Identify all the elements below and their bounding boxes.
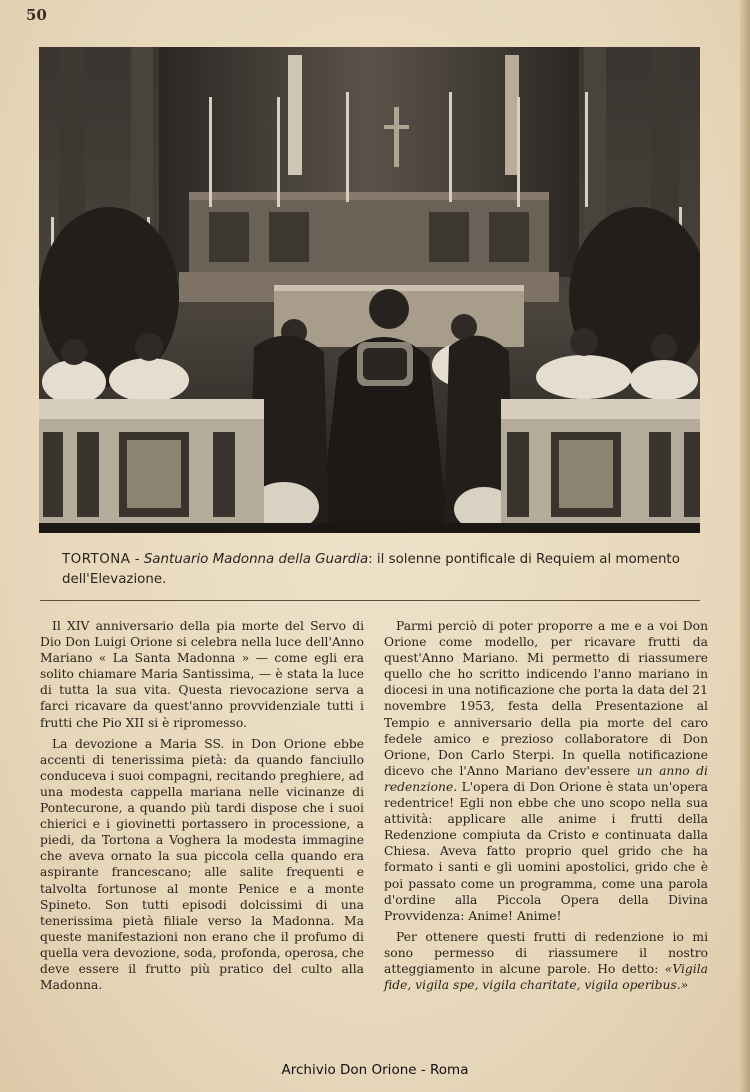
section-divider xyxy=(40,600,700,601)
paragraph: Il XIV anniversario della pia morte del Servo di Dio Don Luigi Orione si celebra nella luce dell'Anno Mariano « La Santa Madonna » — come egli era solito chiamare Maria Santissima, — è stata la luce di tutta la sua vita. Questa rievocazione serva a farci ricavare da quest'anno provvidenziale tutti i frutti che Pio XII si è ripromesso. xyxy=(40,619,364,730)
caption-place: TORTONA xyxy=(62,552,131,567)
caption-sanctuary: Santuario Madonna della Guardia xyxy=(143,552,369,567)
article-column-left xyxy=(40,618,364,998)
caption-text: : il solenne pontificale di Requiem al momento dell'Elevazione. xyxy=(62,552,680,587)
caption-dash: - xyxy=(130,552,144,567)
photo-illustration xyxy=(39,47,700,533)
paragraph-text: Per ottenere questi frutti di redenzione io mi sono permesso di riassumere il nostro atteggiamento in alcune parole. Ho detto: xyxy=(384,929,708,976)
paragraph-text: L'opera di Don Orione è stata un'opera redentrice! Egli non ebbe che uno scopo nella sua attività: applicare alle anime i frutti della Redenzione compiuta da Cristo e continuata dalla Chiesa. Aveva fatto proprio quel grido che ha formato i santi e gli uomini apostolici, grido che è poi passato come un programma, come una parola d'ordine alla Piccola Opera della Divina Provvidenza: Anime! Anime! xyxy=(384,779,708,923)
page-edge xyxy=(740,0,750,1092)
paragraph-emphasis: «Vigila fide, vigila spe, vigila charitate, vigila operibus.» xyxy=(384,961,708,993)
photo-altar xyxy=(39,47,700,533)
paragraph xyxy=(384,929,708,993)
paragraph-text: Parmi perciò di poter proporre a me e a voi Don Orione come modello, per ricavare frutti da quest'Anno Mariano. Mi permetto di riassumere quello che ho scritto indicendo l'anno mariano in diocesi in una notificazione che porta la data del 21 novembre 1953, festa della Presentazione al Tempio e anniversario della pia morte del caro fedele amico e prezioso collaboratore di Don Orione, Don Carlo Sterpi. In quella notificazione dicevo che l'Anno Mariano dev'essere xyxy=(384,619,708,778)
paragraph xyxy=(384,618,708,924)
photo-caption xyxy=(62,550,712,590)
paragraph-emphasis: un anno di redenzione. xyxy=(384,763,708,794)
page-number: 50 xyxy=(26,6,47,24)
paragraph: La devozione a Maria SS. in Don Orione ebbe accenti di tenerissima pietà: da quando fanciullo conduceva i suoi compagni, recitando preghiere, ad una modesta cappella mariana nelle vicinanze di Pontecurone, a quando più tardi dispose che i suoi chierici e i giovinetti portassero in processione, a piedi, da Tortona a Voghera la modesta immagine che aveva ornato la sua piccola cella quando era aspirante francescano; alle salite frequenti e talvolta fortunose al monte Penice e a monte Spineto. Son tutti episodi dolcissimi di una tenerissima pietà filiale verso la Madonna. Ma queste manifestazioni non erano che il profumo di quella vera devozione, soda, profonda, operosa, che deve essere il frutto più pratico del culto alla Madonna. xyxy=(40,736,365,993)
article-column-right xyxy=(384,618,708,998)
archive-footer: Archivio Don Orione - Roma xyxy=(281,1062,469,1078)
